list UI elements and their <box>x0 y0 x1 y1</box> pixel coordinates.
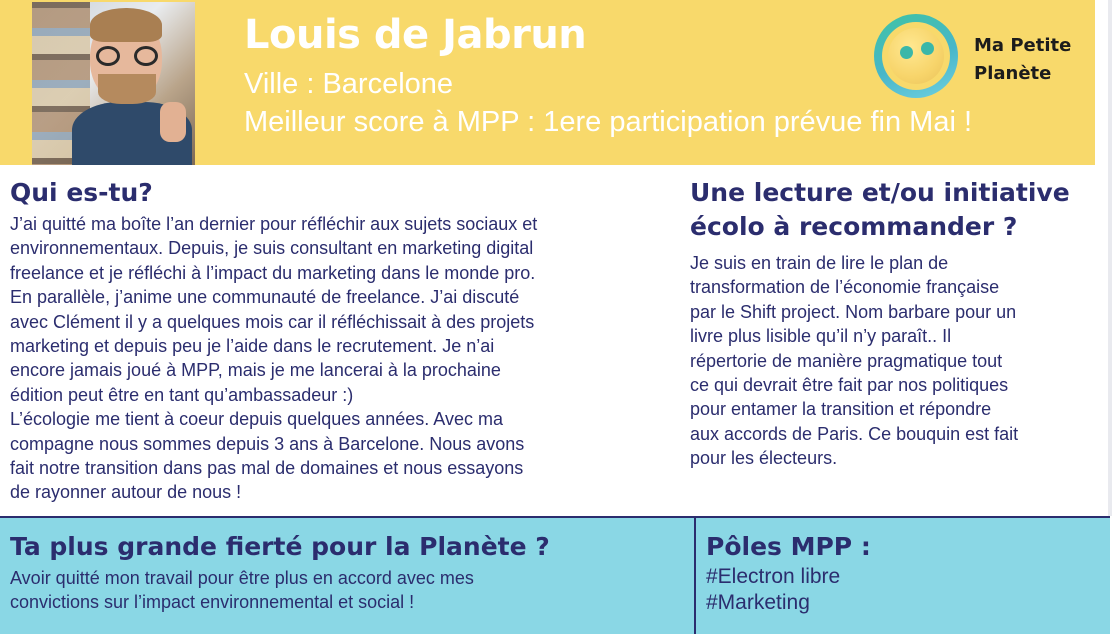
reading-line: aux accords de Paris. Ce bouquin est fait <box>690 423 1019 444</box>
bottom-band <box>0 516 1110 634</box>
reading-line: ce qui devrait être fait par nos politiques <box>690 375 1009 396</box>
who-title: Qui es-tu? <box>10 178 153 207</box>
reading-line: par le Shift project. Nom barbare pour un <box>690 301 1017 322</box>
who-line: encore jamais joué à MPP, mais je me lancerai à la prochaine <box>10 360 501 381</box>
bottom-divider <box>694 518 696 634</box>
logo-text <box>974 32 1071 88</box>
pole-tag: #Marketing <box>706 591 810 614</box>
reading-line: transformation de l’économie française <box>690 277 1000 298</box>
who-line: marketing et depuis peu je l’aide dans le recrutement. Je n’ai <box>10 336 495 357</box>
profile-photo <box>32 2 195 165</box>
logo-line-2: Planète <box>974 63 1052 84</box>
who-line: J’ai quitté ma boîte l’an dernier pour réfléchir aux sujets sociaux et <box>10 214 538 234</box>
thumbs-up <box>160 102 186 142</box>
reading-title-line-1: Une lecture et/ou initiative <box>690 178 1070 207</box>
who-line: L’écologie me tient à coeur depuis quelques années. Avec ma <box>10 409 504 430</box>
pride-title: Ta plus grande fierté pour la Planète ? <box>10 532 550 561</box>
profile-name: Louis de Jabrun <box>244 12 587 58</box>
reading-text <box>690 251 1102 471</box>
reading-line: Je suis en train de lire le plan de <box>690 253 949 273</box>
pride-line: Avoir quitté mon travail pour être plus en accord avec mes <box>10 568 474 588</box>
photo-hair <box>90 8 162 42</box>
reading-line: livre plus lisible qu’il n’y paraît.. Il <box>690 326 952 347</box>
profile-city: Ville : Barcelone <box>244 68 454 100</box>
poles-title: Pôles MPP : <box>706 532 871 561</box>
ma-petite-planete-logo <box>874 14 1084 98</box>
who-line: compagne nous sommes depuis 3 ans à Barcelone. Nous avons <box>10 433 525 454</box>
who-line: avec Clément il y a quelques mois car il réfléchissait à des projets <box>10 311 535 332</box>
pride-text <box>10 566 650 615</box>
profile-header <box>0 0 1095 165</box>
page-edge <box>1108 0 1112 516</box>
reading-line: pour les électeurs. <box>690 448 838 469</box>
poles-list <box>706 564 840 616</box>
pole-tag: #Electron libre <box>706 565 841 588</box>
planet-face-icon <box>874 14 958 98</box>
who-text <box>10 212 680 505</box>
photo-glasses <box>96 46 158 66</box>
who-line: environnementaux. Depuis, je suis consultant en marketing digital <box>10 238 534 259</box>
who-line: édition peut être en tant qu’ambassadeur :) <box>10 384 354 405</box>
reading-line: pour entamer la transition et répondre <box>690 399 992 420</box>
logo-line-1: Ma Petite <box>974 35 1072 56</box>
reading-line: répertorie de manière pragmatique tout <box>690 350 1003 371</box>
reading-title <box>690 176 1070 244</box>
pride-line: convictions sur l’impact environnemental et social ! <box>10 592 415 613</box>
photo-beard <box>98 74 156 104</box>
who-line: fait notre transition dans pas mal de domaines et nous essayons <box>10 458 524 479</box>
who-line: freelance et je réfléchi à l’impact du marketing dans le monde pro. <box>10 262 536 283</box>
reading-title-line-2: écolo à recommander ? <box>690 212 1018 241</box>
who-line: En parallèle, j’anime une communauté de freelance. J’ai discuté <box>10 287 520 308</box>
profile-best-score: Meilleur score à MPP : 1ere participation prévue fin Mai ! <box>244 106 973 138</box>
who-line: de rayonner autour de nous ! <box>10 482 242 503</box>
